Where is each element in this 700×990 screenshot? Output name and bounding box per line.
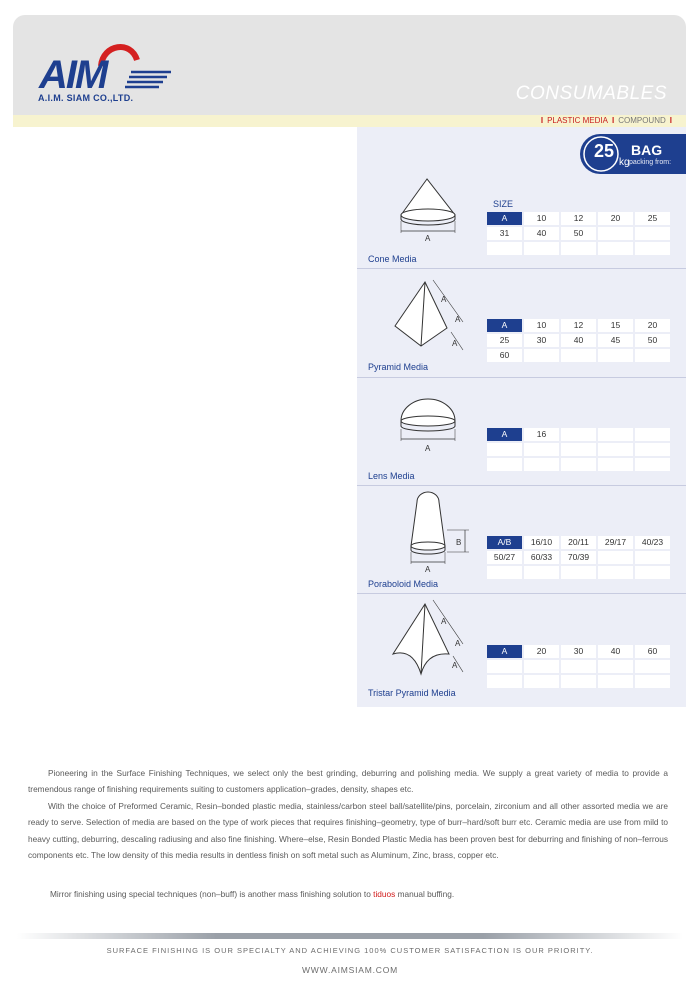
size-cell <box>487 675 522 688</box>
size-cell <box>598 566 633 579</box>
size-cell <box>524 660 559 673</box>
size-cell: 60 <box>487 349 522 362</box>
size-row <box>487 536 672 549</box>
size-cell: 30 <box>524 334 559 347</box>
size-row <box>487 443 672 456</box>
mirror-text-end: manual buffing. <box>395 889 455 899</box>
dimension-label-a: A <box>441 617 447 626</box>
media-name: Lens Media <box>368 471 415 481</box>
footer-url[interactable]: WWW.AIMSIAM.COM <box>301 965 399 975</box>
section-divider <box>357 268 686 269</box>
size-cell <box>561 428 596 441</box>
size-cell <box>598 458 633 471</box>
size-grid-pyramid <box>487 319 672 364</box>
size-cell <box>635 349 670 362</box>
size-cell: 20/11 <box>561 536 596 549</box>
size-cell <box>598 660 633 673</box>
size-cell: 60/33 <box>524 551 559 564</box>
size-cell: A/B <box>487 536 522 549</box>
size-cell: 16 <box>524 428 559 441</box>
sub-navigation <box>13 115 686 127</box>
size-cell <box>635 227 670 240</box>
size-cell <box>635 428 670 441</box>
size-cell <box>561 566 596 579</box>
media-name: Poraboloid Media <box>368 579 439 589</box>
dimension-label-a: A <box>455 639 461 648</box>
size-cell: 30 <box>561 645 596 658</box>
company-name: A.I.M. SIAM CO.,LTD. <box>38 93 134 103</box>
subnav-separator: I <box>611 116 615 125</box>
size-cell <box>524 242 559 255</box>
size-row <box>487 458 672 471</box>
size-cell: 16/10 <box>524 536 559 549</box>
size-cell <box>561 349 596 362</box>
size-cell <box>561 660 596 673</box>
size-cell <box>635 458 670 471</box>
size-cell <box>598 242 633 255</box>
size-cell <box>524 349 559 362</box>
size-cell: 10 <box>524 212 559 225</box>
size-row <box>487 212 672 225</box>
size-cell <box>487 660 522 673</box>
size-cell <box>598 551 633 564</box>
size-cell: A <box>487 212 522 225</box>
size-cell: 45 <box>598 334 633 347</box>
dimension-label-a: A <box>425 234 431 243</box>
lens-media-diagram <box>393 395 473 465</box>
size-cell <box>635 566 670 579</box>
size-cell: 12 <box>561 212 596 225</box>
size-cell <box>598 349 633 362</box>
size-cell: 50 <box>561 227 596 240</box>
size-cell: 25 <box>487 334 522 347</box>
media-name: Tristar Pyramid Media <box>368 688 456 698</box>
subnav-separator: I <box>669 116 672 125</box>
size-grid-lens <box>487 428 672 473</box>
size-cell: A <box>487 428 522 441</box>
size-cell: 50 <box>635 334 670 347</box>
dimension-label-a: A <box>425 565 431 574</box>
size-cell <box>598 428 633 441</box>
size-cell: 31 <box>487 227 522 240</box>
size-cell <box>561 443 596 456</box>
size-row <box>487 349 672 362</box>
size-row <box>487 227 672 240</box>
size-cell: 40 <box>561 334 596 347</box>
logo-mark: AIM <box>39 53 107 96</box>
section-divider <box>357 377 686 378</box>
size-cell <box>524 443 559 456</box>
dimension-label-a: A <box>455 315 461 324</box>
size-cell: 50/27 <box>487 551 522 564</box>
size-cell <box>524 675 559 688</box>
mirror-text: Mirror finishing using special techniques (non–buff) is another mass finishing solution to <box>50 889 374 899</box>
size-cell <box>524 458 559 471</box>
size-row <box>487 334 672 347</box>
tristar-pyramid-media-diagram <box>385 594 475 684</box>
size-cell <box>598 227 633 240</box>
dimension-label-b: B <box>456 538 462 547</box>
media-paragraph: With the choice of Preformed Ceramic, Resin–bonded plastic media, stainless/carbon steel ball/satellite/pins, porcelain, zirconium and all other assorted media we are ready to serve. Selection of media are based on the type of work pieces that requires finishing–geometry, type of burr–hard/soft burr etc. Ceramic media are use from mild to heavy cutting, deburring, descaling radiusing and also fine finishing. Where–else, Resin Bonded Plastic Media has been proven best for deburring and finishing of non–ferrous components etc. The low density of this media results in dentless finish on soft metal such as Aluminum, Zinc, brass, copper etc. <box>28 801 668 860</box>
dimension-label-a: A <box>425 444 431 453</box>
size-row <box>487 428 672 441</box>
size-cell: 40 <box>598 645 633 658</box>
footer-tagline: SURFACE FINISHING IS OUR SPECIALTY AND ACHIEVING 100% CUSTOMER SATISFACTION IS OUR PRIORITY. <box>106 946 594 955</box>
size-cell <box>635 242 670 255</box>
size-row <box>487 660 672 673</box>
size-row <box>487 319 672 332</box>
size-cell <box>487 566 522 579</box>
logo-speed-lines <box>125 72 171 87</box>
size-cell: 20 <box>598 212 633 225</box>
subnav-separator: I <box>540 116 544 125</box>
dimension-label-a: A <box>452 661 458 670</box>
size-cell: 15 <box>598 319 633 332</box>
size-cell: A <box>487 319 522 332</box>
size-cell <box>635 675 670 688</box>
aim-logo <box>35 38 175 96</box>
size-label: SIZE <box>493 199 514 209</box>
media-name: Pyramid Media <box>368 362 429 372</box>
bag-weight: 25 <box>594 141 615 161</box>
size-cell <box>561 675 596 688</box>
media-name: Cone Media <box>368 254 417 264</box>
cone-media-diagram <box>393 175 473 247</box>
size-cell <box>635 551 670 564</box>
size-cell <box>635 443 670 456</box>
size-cell: 12 <box>561 319 596 332</box>
size-row <box>487 675 672 688</box>
size-cell: 20 <box>635 319 670 332</box>
paraboloid-media-diagram <box>393 490 478 575</box>
footer-divider <box>17 933 683 939</box>
size-cell <box>524 566 559 579</box>
intro-paragraph: Pioneering in the Surface Finishing Techniques, we select only the best grinding, deburring and polishing media. We supply a great variety of media to provide a tremendous range of finishing requirements suiting to customers application–grades, density, shapes etc. <box>28 768 668 795</box>
size-row <box>487 645 672 658</box>
size-cell <box>561 458 596 471</box>
size-row <box>487 551 672 564</box>
subnav-compound[interactable]: COMPOUND <box>618 116 666 125</box>
size-cell: A <box>487 645 522 658</box>
bag-label: BAG <box>631 142 663 158</box>
size-grid-cone <box>487 212 672 257</box>
size-cell <box>598 443 633 456</box>
size-row <box>487 566 672 579</box>
size-cell: 40 <box>524 227 559 240</box>
bag-unit: kg <box>619 157 630 168</box>
size-cell <box>487 443 522 456</box>
size-cell <box>487 458 522 471</box>
size-cell <box>635 660 670 673</box>
pyramid-media-diagram <box>385 276 475 366</box>
size-cell: 10 <box>524 319 559 332</box>
size-cell: 70/39 <box>561 551 596 564</box>
size-row <box>487 242 672 255</box>
section-divider <box>357 485 686 486</box>
dimension-label-a: A <box>452 339 458 348</box>
highlight-text: tiduos <box>373 889 396 899</box>
bag-note: packing from: <box>629 159 672 166</box>
section-title: CONSUMABLES <box>515 83 667 104</box>
size-cell: 60 <box>635 645 670 658</box>
size-cell <box>487 242 522 255</box>
dimension-label-a: A <box>441 295 447 304</box>
subnav-plastic-media[interactable]: PLASTIC MEDIA <box>547 116 608 125</box>
size-grid-tristar <box>487 645 672 690</box>
mirror-paragraph <box>28 886 668 902</box>
size-cell <box>598 675 633 688</box>
size-cell: 20 <box>524 645 559 658</box>
logo-swoosh <box>101 47 137 66</box>
size-cell <box>561 242 596 255</box>
size-grid-paraboloid <box>487 536 672 581</box>
size-cell: 40/23 <box>635 536 670 549</box>
size-cell: 29/17 <box>598 536 633 549</box>
size-cell: 25 <box>635 212 670 225</box>
